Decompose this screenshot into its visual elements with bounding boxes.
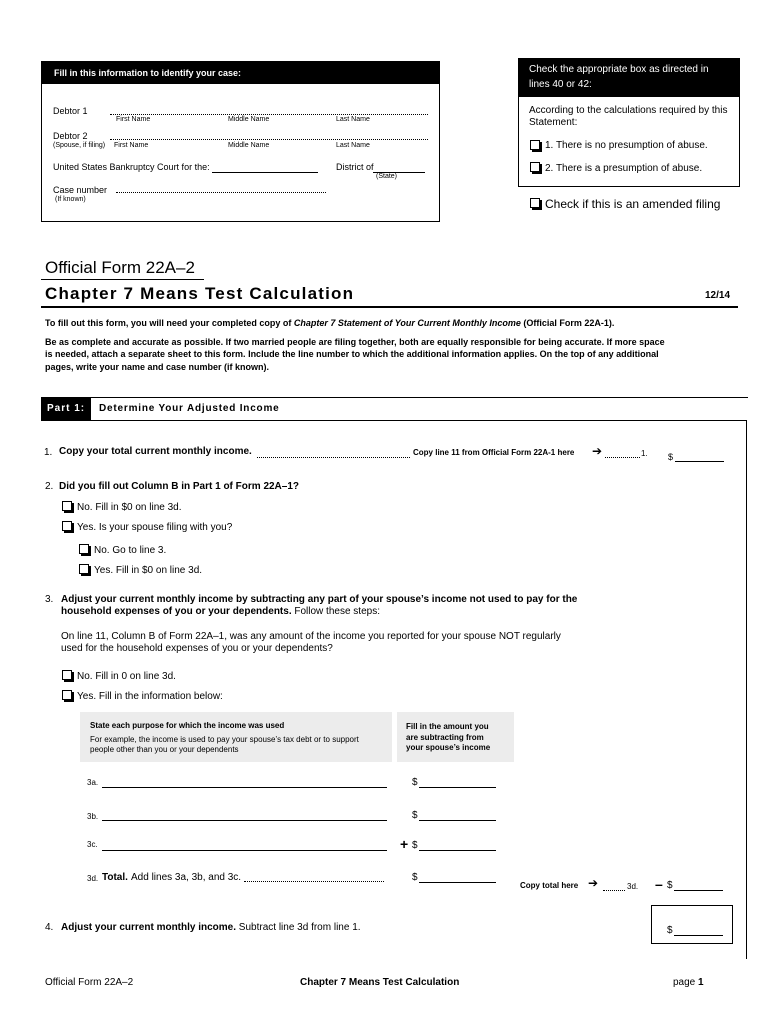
debtor2-label: Debtor 2	[53, 131, 88, 141]
row-3a-label: 3a.	[87, 778, 99, 787]
row-3c-plus: +	[400, 836, 409, 852]
row-3c-amount-input[interactable]	[419, 850, 496, 851]
debtor2-middle-name-label: Middle Name	[228, 142, 270, 149]
q1-leader2	[605, 457, 640, 458]
form-date: 12/14	[705, 290, 731, 301]
row-3d-label: 3d.	[87, 874, 99, 883]
debtor2-last-name-label: Last Name	[336, 142, 370, 149]
case-info-header: Fill in this information to identify your case:	[54, 68, 242, 78]
intro-line1-b: Chapter 7 Statement of Your Current Monthly Income	[293, 318, 521, 328]
district-label: District of	[336, 162, 374, 172]
presumption-label: 2. There is a presumption of abuse.	[545, 163, 703, 174]
debtor2-input[interactable]	[110, 139, 428, 140]
title-rule	[41, 306, 738, 308]
q3-para2: used for the household expenses of you or your dependents?	[61, 643, 333, 654]
footer-page	[673, 977, 704, 988]
case-number-note: (If known)	[55, 196, 86, 203]
page-title: Chapter 7 Means Test Calculation	[45, 284, 355, 303]
no-presumption-checkbox[interactable]	[530, 140, 540, 150]
case-number-input[interactable]	[116, 192, 326, 193]
presumption-header: Check the appropriate box as directed in lines 40 or 42:	[529, 64, 709, 90]
q3-text-line2	[61, 606, 380, 617]
amount-header-3: your spouse’s income	[406, 743, 491, 752]
purpose-example-1: For example, the income is used to pay your spouse’s tax debt or to support	[90, 735, 359, 744]
copy-total-amount-input[interactable]	[674, 890, 723, 891]
q2-no-label: No. Fill in $0 on line 3d.	[77, 502, 182, 513]
q3-para1: On line 11, Column B of Form 22A–1, was any amount of the income you reported for your spouse NOT regularly	[61, 631, 561, 642]
row-3b-dollar: $	[412, 810, 418, 821]
debtor2-first-name-label: First Name	[114, 142, 149, 149]
intro-line1	[45, 318, 614, 328]
amount-header-1: Fill in the amount you	[406, 722, 489, 731]
row-3c-purpose-input[interactable]	[102, 850, 387, 851]
q1-ref: 1.	[641, 449, 648, 458]
q4-number: 4.	[45, 922, 54, 933]
q3-no-checkbox[interactable]	[62, 670, 72, 680]
footer-page-number: 1	[698, 977, 704, 988]
amount-header-2: are subtracting from	[406, 733, 484, 742]
q4-text-a: Adjust your current monthly income.	[61, 922, 237, 933]
debtor1-input[interactable]	[110, 114, 428, 115]
q2-text: Did you fill out Column B in Part 1 of Form 22A–1?	[59, 481, 300, 492]
presumption-intro: According to the calculations required by this Statement:	[529, 105, 728, 128]
row-3d-amount-input[interactable]	[419, 882, 496, 883]
q3-text-a: Adjust your current monthly income by subtracting any part of your spouse’s income not used to pay for the	[61, 594, 578, 605]
q3-yes-label: Yes. Fill in the information below:	[77, 691, 223, 702]
q1-copy-text: Copy line 11 from Official Form 22A-1 here	[413, 448, 575, 457]
row-3a-dollar: $	[412, 777, 418, 788]
row-3b-label: 3b.	[87, 812, 99, 821]
court-label: United States Bankruptcy Court for the:	[53, 162, 210, 172]
row-3d-total: Total.	[102, 872, 128, 883]
q4-dollar: $	[667, 925, 673, 936]
arrow-right-icon: ➔	[588, 876, 599, 890]
q1-dollar: $	[668, 452, 674, 462]
row-3c-label: 3c.	[87, 840, 98, 849]
row-3b-purpose-input[interactable]	[102, 820, 387, 821]
q4-amount-input[interactable]	[674, 935, 723, 936]
row-3d-leader	[244, 881, 384, 882]
form-number: Official Form 22A–2	[45, 258, 195, 277]
q3-no-label: No. Fill in 0 on line 3d.	[77, 671, 176, 682]
copy-total-dollar: $	[667, 880, 673, 891]
q1-leader	[257, 457, 410, 458]
q3-number: 3.	[45, 594, 54, 605]
q2-yes-label: Yes. Is your spouse filing with you?	[77, 522, 233, 533]
q2-no-checkbox[interactable]	[62, 501, 72, 511]
form-number-rule	[41, 279, 204, 280]
intro-line2: Be as complete and accurate as possible. If two married people are filing together, both are equally responsible for being accurate. If more space	[45, 337, 665, 347]
footer-page-label: page	[673, 977, 696, 988]
q2-sub-no-label: No. Go to line 3.	[94, 545, 167, 556]
q2-sub-no-checkbox[interactable]	[79, 544, 89, 554]
q2-yes-checkbox[interactable]	[62, 521, 72, 531]
q1-number: 1.	[44, 447, 53, 458]
q4-text	[61, 922, 361, 933]
purpose-header: State each purpose for which the income was used	[90, 721, 285, 730]
q4-text-b: Subtract line 3d from line 1.	[236, 922, 361, 933]
footer-title: Chapter 7 Means Test Calculation	[300, 977, 460, 988]
q2-number: 2.	[45, 481, 54, 492]
intro-line3: is needed, attach a separate sheet to this form. Include the line number to which the additional information applies. On the top of any additional	[45, 349, 659, 359]
q3-text-b: household expenses of you or your dependents.	[61, 606, 292, 617]
debtor2-note: (Spouse, if filing)	[53, 142, 106, 149]
q1-amount-input[interactable]	[675, 461, 724, 462]
q1-text: Copy your total current monthly income.	[59, 446, 252, 457]
q2-sub-yes-checkbox[interactable]	[79, 564, 89, 574]
intro-line1-a: To fill out this form, you will need your completed copy of	[45, 318, 294, 328]
no-presumption-label: 1. There is no presumption of abuse.	[545, 140, 708, 151]
copy-total-text: Copy total here	[520, 881, 579, 890]
row-3a-amount-input[interactable]	[419, 787, 496, 788]
debtor1-first-name-label: First Name	[116, 116, 151, 123]
amended-filing-label: Check if this is an amended filing	[545, 197, 721, 211]
state-label: (State)	[376, 173, 398, 180]
part1-rule	[41, 397, 748, 398]
debtor1-label: Debtor 1	[53, 106, 88, 116]
presumption-checkbox[interactable]	[530, 162, 540, 172]
q2-sub-yes-label: Yes. Fill in $0 on line 3d.	[94, 565, 203, 576]
debtor1-last-name-label: Last Name	[336, 116, 370, 123]
debtor1-middle-name-label: Middle Name	[228, 116, 270, 123]
footer-form-number: Official Form 22A–2	[45, 977, 134, 988]
case-number-label: Case number	[53, 185, 108, 195]
part1-label: Part 1:	[47, 403, 86, 414]
amended-filing-checkbox[interactable]	[530, 198, 540, 208]
q4-result-box	[651, 905, 733, 944]
row-3b-amount-input[interactable]	[419, 820, 496, 821]
part1-title: Determine Your Adjusted Income	[99, 403, 280, 414]
purpose-example-2: people other than you or your dependents	[90, 745, 239, 754]
copy-total-minus: –	[655, 876, 663, 892]
court-input[interactable]	[212, 172, 318, 173]
arrow-right-icon: ➔	[592, 444, 603, 458]
copy-total-ref: 3d.	[627, 882, 639, 891]
q3-yes-checkbox[interactable]	[62, 690, 72, 700]
intro-line4: pages, write your name and case number (if known).	[45, 362, 270, 372]
row-3a-purpose-input[interactable]	[102, 787, 387, 788]
q3-text-c: Follow these steps:	[291, 606, 380, 617]
row-3d-total-text: Add lines 3a, 3b, and 3c.	[131, 872, 242, 883]
intro-line1-c: (Official Form 22A-1).	[520, 318, 615, 328]
row-3d-dollar: $	[412, 872, 418, 883]
copy-total-leader	[603, 890, 625, 891]
row-3c-dollar: $	[412, 840, 418, 851]
